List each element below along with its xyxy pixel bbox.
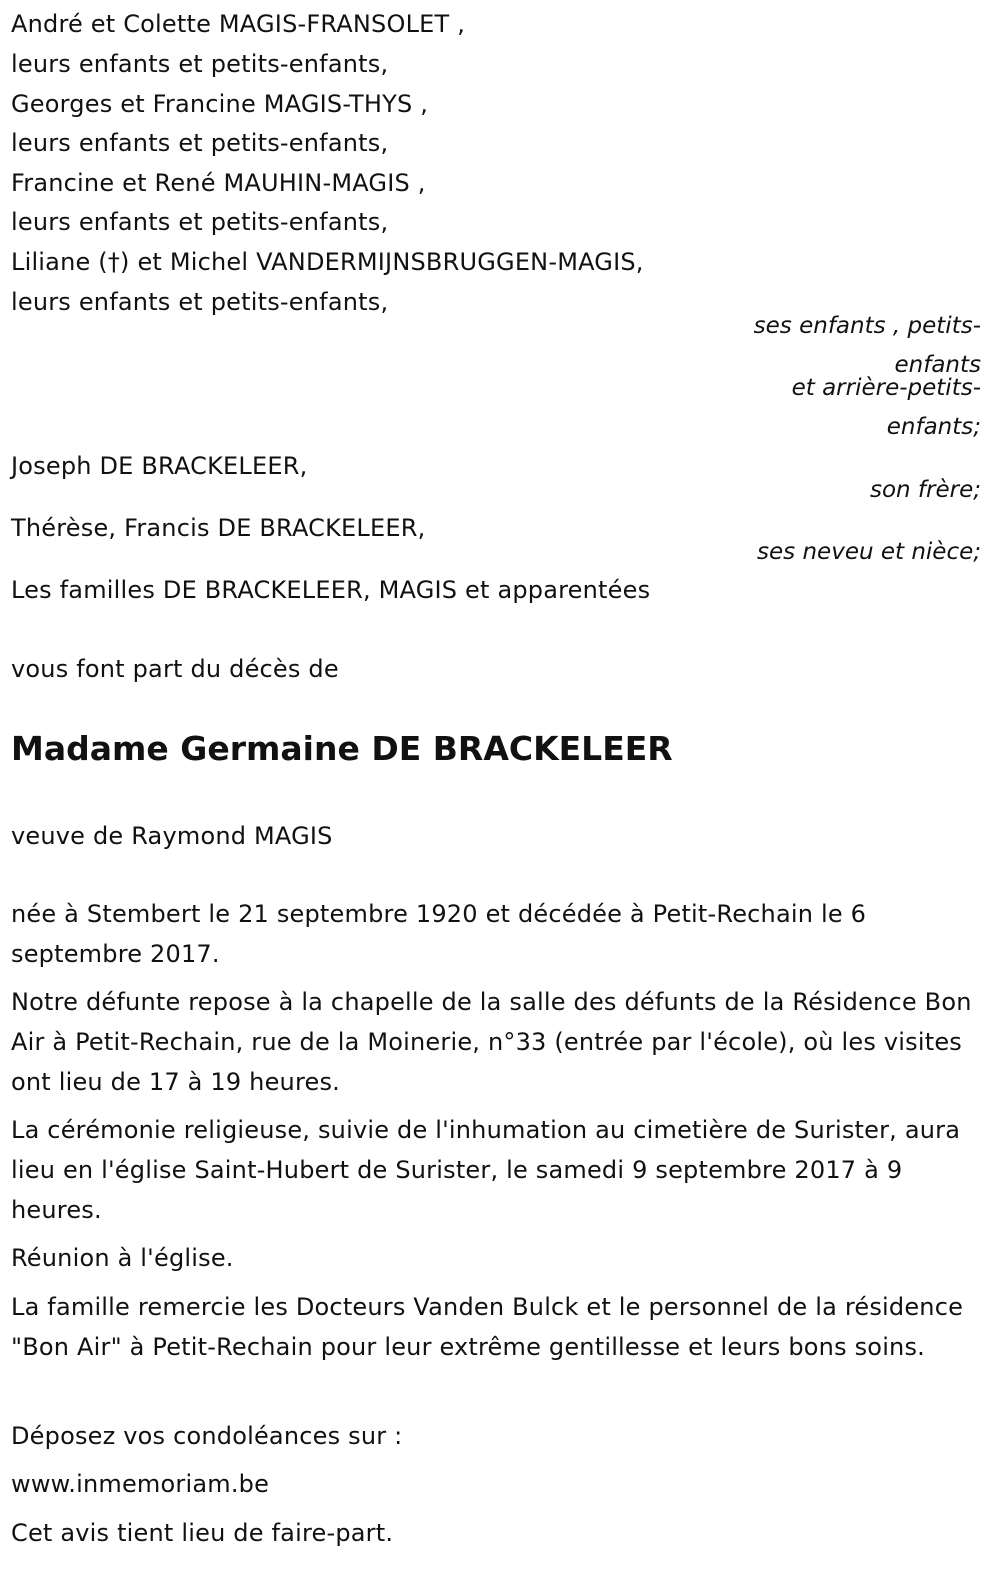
thanks-paragraph: La famille remercie les Docteurs Vanden Bulck et le personnel de la résidence "Bon Air" à Petit-Rechain pour leur extrême gentillesse et leurs bons soins. xyxy=(11,1293,964,1361)
nephew-names: Thérèse, Francis DE BRACKELEER, xyxy=(11,514,426,542)
ceremony-paragraph: La cérémonie religieuse, suivie de l'inhumation au cimetière de Surister, aura lieu en l'église Saint-Hubert de Surister, le samedi 9 septembre 2017 à 9 heures. xyxy=(11,1116,961,1224)
meeting-line: Réunion à l'église. xyxy=(11,1244,234,1272)
faire-part-notice: Cet avis tient lieu de faire-part. xyxy=(11,1519,394,1547)
family-line-3: Georges et Francine MAGIS-THYS , xyxy=(11,90,429,118)
widow-of: veuve de Raymond MAGIS xyxy=(11,822,333,850)
role-children-line-4: enfants; xyxy=(886,414,981,440)
family-line-7: Liliane (†) et Michel VANDERMIJNSBRUGGEN-MAGIS, xyxy=(11,248,644,276)
family-line-8: leurs enfants et petits-enfants, xyxy=(11,288,389,316)
brother-name: Joseph DE BRACKELEER, xyxy=(11,452,308,480)
family-line-5: Francine et René MAUHIN-MAGIS , xyxy=(11,169,426,197)
families-line: Les familles DE BRACKELEER, MAGIS et apparentées xyxy=(11,576,651,604)
condolences-label: Déposez vos condoléances sur : xyxy=(11,1422,403,1450)
family-line-4: leurs enfants et petits-enfants, xyxy=(11,129,389,157)
brother-role: son frère; xyxy=(869,477,981,503)
rest-place-paragraph: Notre défunte repose à la chapelle de la salle des défunts de la Résidence Bon Air à Petit-Rechain, rue de la Moinerie, n°33 (entrée par l'école), où les visites ont lieu de 17 à 19 heures. xyxy=(11,988,972,1096)
family-line-2: leurs enfants et petits-enfants, xyxy=(11,50,389,78)
role-children-line-2: enfants xyxy=(894,352,981,378)
family-line-1: André et Colette MAGIS-FRANSOLET , xyxy=(11,10,466,38)
website-link[interactable]: www.inmemoriam.be xyxy=(11,1470,270,1498)
announcement-intro: vous font part du décès de xyxy=(11,655,339,683)
deceased-name: Madame Germaine DE BRACKELEER xyxy=(11,729,673,768)
obituary-notice xyxy=(11,0,981,1587)
family-line-6: leurs enfants et petits-enfants, xyxy=(11,208,389,236)
nephew-role: ses neveu et nièce; xyxy=(757,539,981,565)
role-children-line-1: ses enfants , petits- xyxy=(753,313,981,339)
birth-death-paragraph: née à Stembert le 21 septembre 1920 et décédée à Petit-Rechain le 6 septembre 2017. xyxy=(11,900,867,968)
role-children-line-3: et arrière-petits- xyxy=(791,375,981,401)
